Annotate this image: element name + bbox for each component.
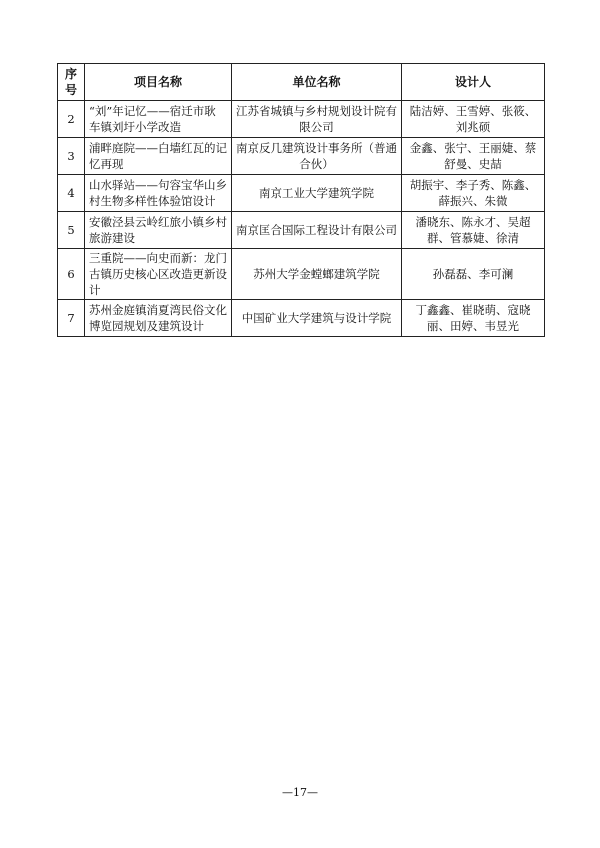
table-row	[58, 300, 545, 337]
row-index: 3	[58, 138, 85, 175]
table-row	[58, 175, 545, 212]
row-project-name: 苏州金庭镇消夏湾民俗文化博览园规划及建筑设计	[85, 300, 232, 337]
row-unit-name: 苏州大学金螳螂建筑学院	[232, 249, 402, 300]
header-unit-name: 单位名称	[232, 64, 402, 101]
header-index: 序号	[58, 64, 85, 101]
table-row	[58, 101, 545, 138]
awards-table	[57, 63, 545, 337]
row-designers: 丁鑫鑫、崔晓萌、寇晓丽、田婷、韦昱光	[402, 300, 545, 337]
row-project-name: 山水驿站——句容宝华山乡村生物多样性体验馆设计	[85, 175, 232, 212]
row-unit-name: 中国矿业大学建筑与设计学院	[232, 300, 402, 337]
row-project-name: 三重院——向史而新：龙门古镇历史核心区改造更新设计	[85, 249, 232, 300]
row-designers: 潘晓东、陈永才、吴超群、管慕婕、徐清	[402, 212, 545, 249]
row-project-name: 安徽泾县云岭红旅小镇乡村旅游建设	[85, 212, 232, 249]
row-unit-name: 南京匡合国际工程设计有限公司	[232, 212, 402, 249]
row-unit-name: 江苏省城镇与乡村规划设计院有限公司	[232, 101, 402, 138]
row-designers: 金鑫、张宁、王丽婕、蔡舒曼、史喆	[402, 138, 545, 175]
header-project-name: 项目名称	[85, 64, 232, 101]
table-row	[58, 212, 545, 249]
table-header-row	[58, 64, 545, 101]
row-index: 4	[58, 175, 85, 212]
row-index: 2	[58, 101, 85, 138]
table-row	[58, 138, 545, 175]
row-index: 7	[58, 300, 85, 337]
row-project-name: 浦畔庭院——白墙红瓦的记忆再现	[85, 138, 232, 175]
row-unit-name: 南京反几建筑设计事务所（普通合伙）	[232, 138, 402, 175]
header-designers: 设计人	[402, 64, 545, 101]
row-index: 5	[58, 212, 85, 249]
page-number: —17—	[282, 786, 318, 799]
row-unit-name: 南京工业大学建筑学院	[232, 175, 402, 212]
row-designers: 孙磊磊、李可澜	[402, 249, 545, 300]
row-project-name: “刘”年记忆——宿迁市耿车镇刘圩小学改造	[85, 101, 232, 138]
row-designers: 胡振宇、李子秀、陈鑫、薛振兴、朱微	[402, 175, 545, 212]
row-index: 6	[58, 249, 85, 300]
row-designers: 陆洁婷、王雪婷、张筱、刘兆硕	[402, 101, 545, 138]
table-row	[58, 249, 545, 300]
